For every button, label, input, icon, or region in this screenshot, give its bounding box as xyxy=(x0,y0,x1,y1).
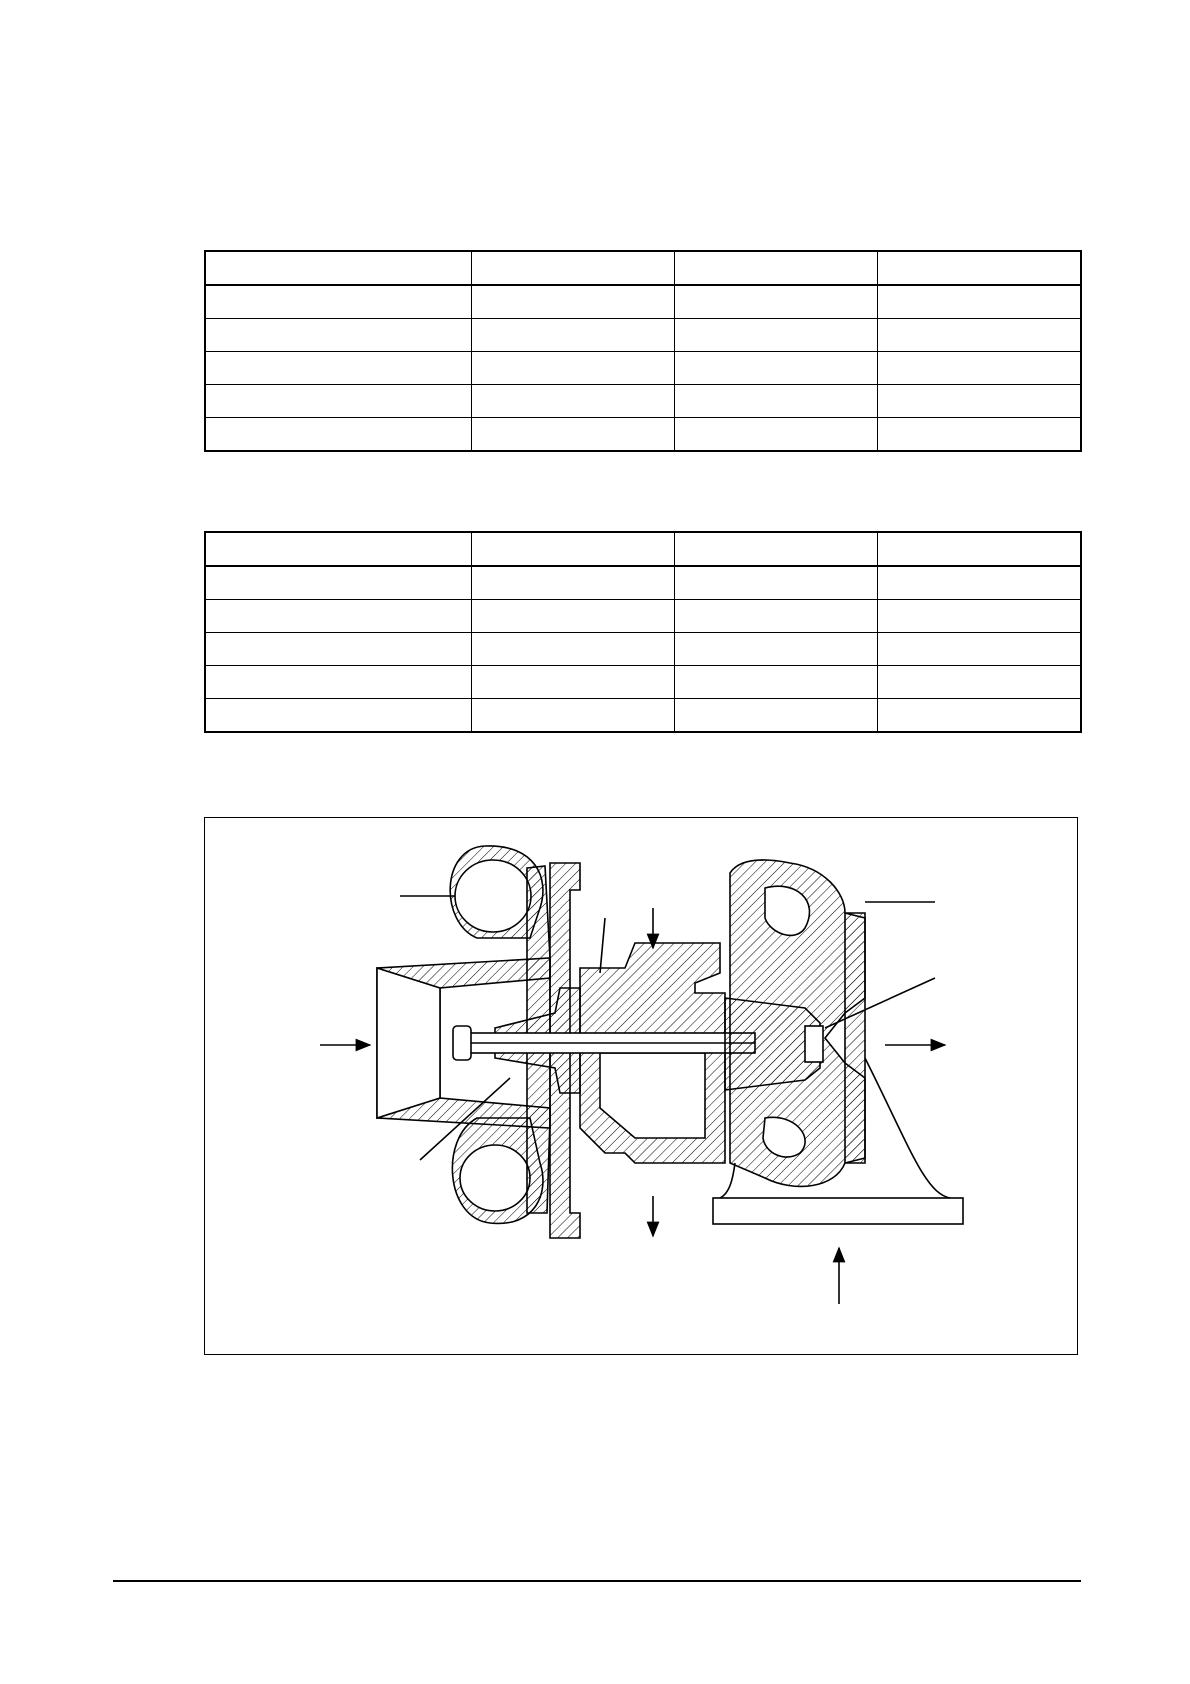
table-cell xyxy=(877,699,1081,733)
table-cell xyxy=(205,285,471,319)
table-row xyxy=(205,285,1081,319)
table-cell xyxy=(205,352,471,385)
table-cell xyxy=(877,633,1081,666)
spec-table-1-body xyxy=(205,251,1081,451)
table-cell xyxy=(205,319,471,352)
table-cell xyxy=(205,532,471,566)
table-row xyxy=(205,633,1081,666)
table-cell xyxy=(471,666,674,699)
table-cell xyxy=(205,251,471,285)
table-cell xyxy=(674,532,877,566)
table-cell xyxy=(205,385,471,418)
table-cell xyxy=(877,352,1081,385)
table-cell xyxy=(877,385,1081,418)
table-cell xyxy=(877,600,1081,633)
table-row xyxy=(205,666,1081,699)
table-cell xyxy=(471,633,674,666)
turbocharger-figure xyxy=(204,817,1078,1355)
table-cell xyxy=(674,633,877,666)
table-cell xyxy=(205,699,471,733)
table-row xyxy=(205,418,1081,452)
table-cell xyxy=(877,418,1081,452)
table-cell xyxy=(471,600,674,633)
table-cell xyxy=(471,418,674,452)
table-row xyxy=(205,600,1081,633)
table-cell xyxy=(877,251,1081,285)
spec-table-2 xyxy=(204,531,1082,733)
table-cell xyxy=(877,285,1081,319)
table-cell xyxy=(877,566,1081,600)
table-row xyxy=(205,532,1081,566)
table-cell xyxy=(471,251,674,285)
table-cell xyxy=(205,666,471,699)
table-cell xyxy=(471,352,674,385)
table-cell xyxy=(877,666,1081,699)
table-cell xyxy=(674,699,877,733)
table-cell xyxy=(674,666,877,699)
spec-table-2-body xyxy=(205,532,1081,732)
turbocharger-cross-section-icon xyxy=(205,818,1077,1354)
table-cell xyxy=(471,699,674,733)
table-cell xyxy=(471,285,674,319)
table-cell xyxy=(205,600,471,633)
table-cell xyxy=(471,319,674,352)
table-cell xyxy=(674,319,877,352)
table-row xyxy=(205,319,1081,352)
table-row xyxy=(205,352,1081,385)
table-cell xyxy=(877,319,1081,352)
footer-rule xyxy=(113,1580,1081,1582)
table-cell xyxy=(205,566,471,600)
table-cell xyxy=(674,385,877,418)
table-row xyxy=(205,385,1081,418)
table-cell xyxy=(471,385,674,418)
table-row xyxy=(205,251,1081,285)
table-row xyxy=(205,699,1081,733)
table-row xyxy=(205,566,1081,600)
table-cell xyxy=(205,633,471,666)
table-cell xyxy=(674,600,877,633)
table-cell xyxy=(877,532,1081,566)
spec-table-1 xyxy=(204,250,1082,452)
table-cell xyxy=(674,566,877,600)
table-cell xyxy=(471,566,674,600)
table-cell xyxy=(674,285,877,319)
table-cell xyxy=(674,251,877,285)
table-cell xyxy=(471,532,674,566)
table-cell xyxy=(674,418,877,452)
table-cell xyxy=(205,418,471,452)
table-cell xyxy=(674,352,877,385)
